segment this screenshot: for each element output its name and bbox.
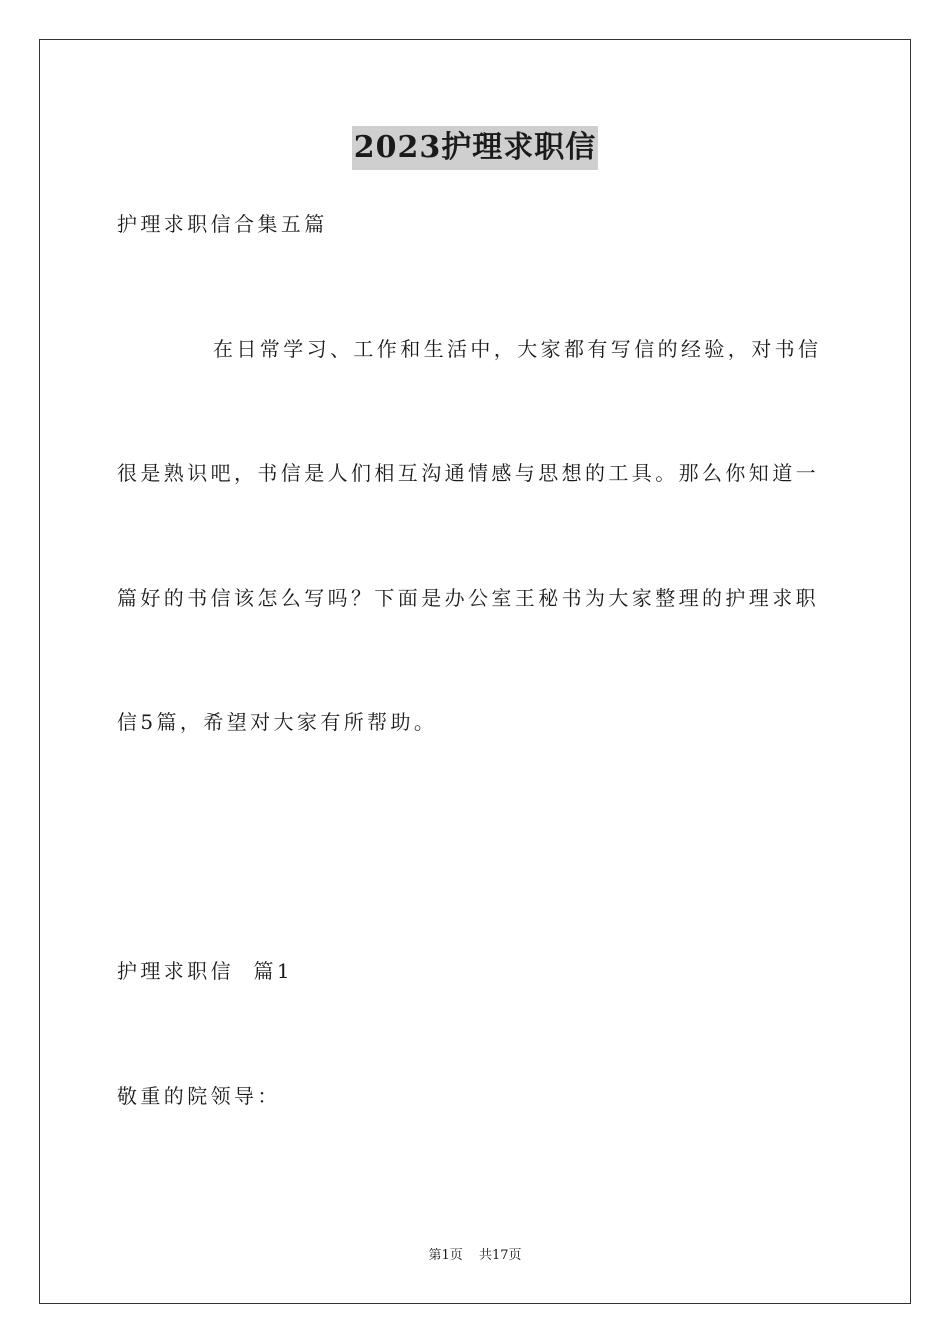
intro-line-4: 信5篇，希望对大家有所帮助。 [117,710,438,734]
page-footer [0,1246,950,1266]
document-title: 2023护理求职信 [352,126,599,170]
document-subtitle: 护理求职信合集五篇 [117,212,328,236]
section-heading: 护理求职信 篇1 [117,959,294,983]
title-container [0,126,950,170]
page-number: 第1页 [428,1248,463,1263]
salutation: 敬重的院领导： [117,1084,281,1108]
intro-line-1: 在日常学习、工作和生活中，大家都有写信的经验，对书信 [213,337,822,361]
intro-line-2: 很是熟识吧，书信是人们相互沟通情感与思想的工具。那么你知道一 [117,461,819,485]
intro-line-3: 篇好的书信该怎么写吗？下面是办公室王秘书为大家整理的护理求职 [117,586,819,610]
page-total: 共17页 [478,1248,522,1263]
